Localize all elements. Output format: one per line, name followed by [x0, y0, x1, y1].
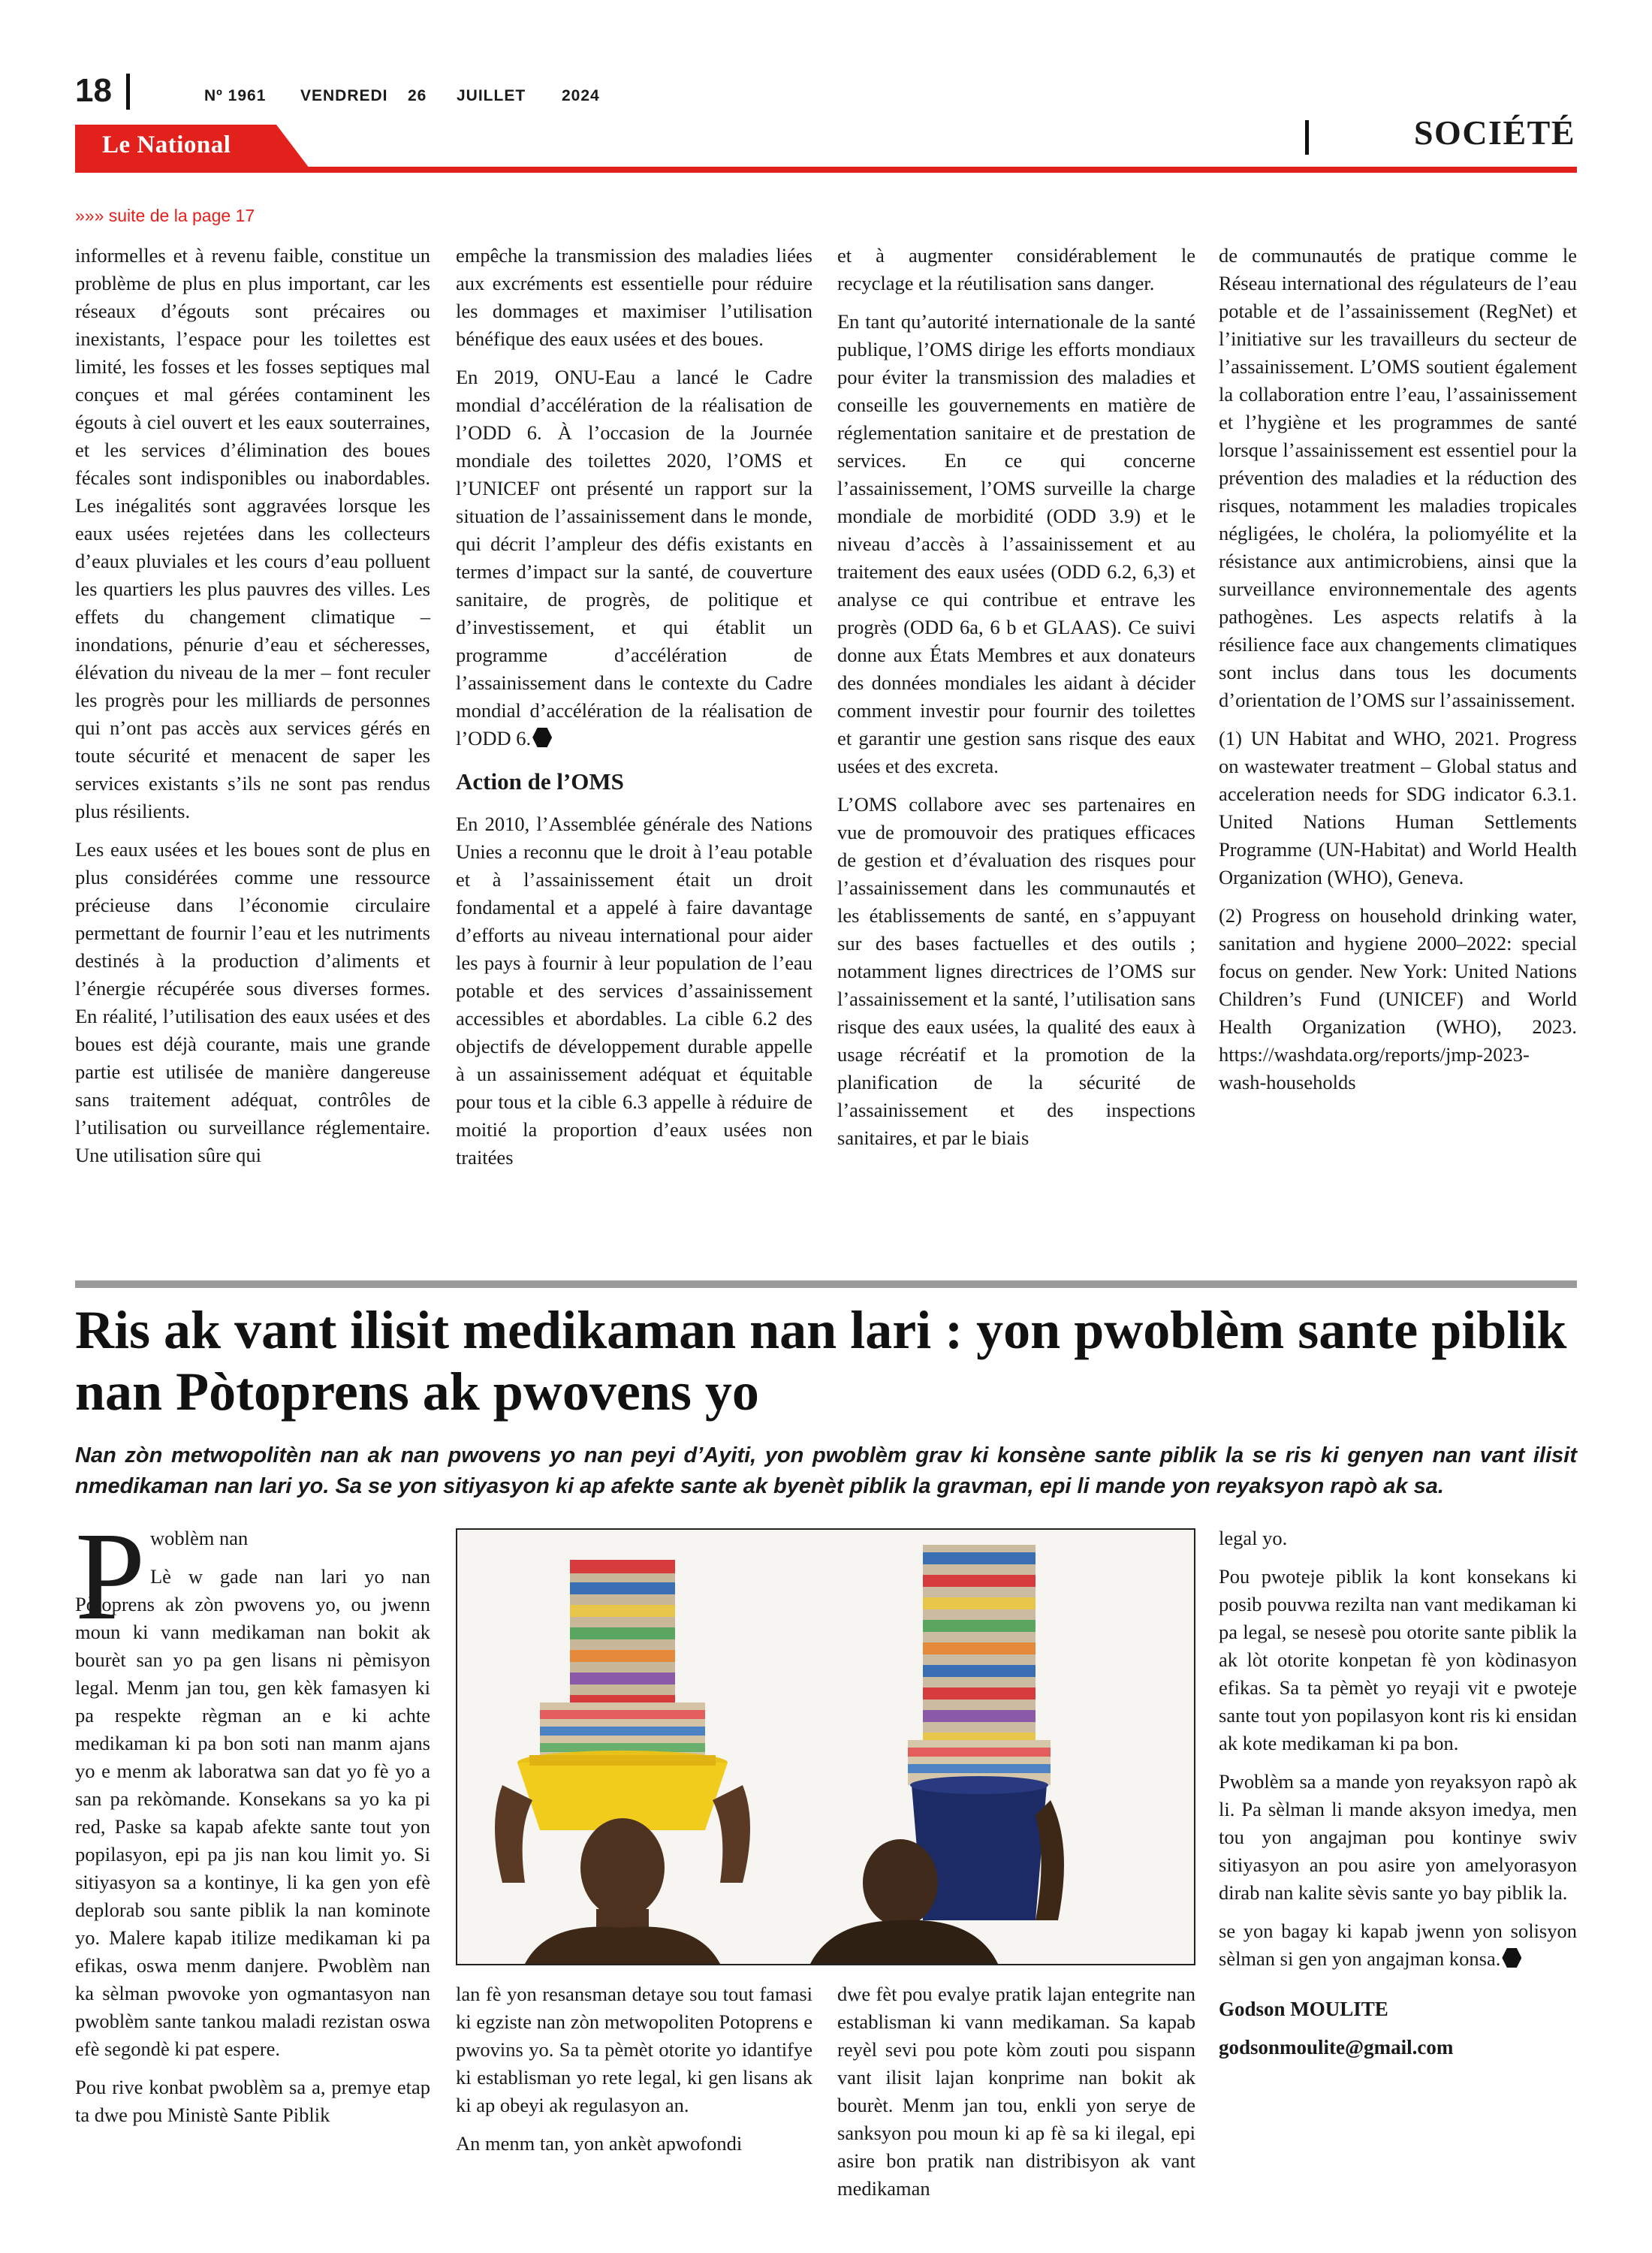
- article2-paragraph: Pwoblèm sa a mande yon reyaksyon rapò ak li. Pa sèlman li mande aksyon imedya, men tou yon angajman pou kontinye swiv sitiyasyon an pou asire yon amelyorasyon dirab nan kalite sèvis sante yo bay piblik la.: [1219, 1770, 1577, 1904]
- article1-text: En 2019, ONU-Eau a lancé le Cadre mondial d’accélération de la réalisation de l’ODD 6. À l’occasion de la Journée mondiale des toilettes 2020, l’OMS et l’UNICEF ont présenté un rapport sur la situation de l’assainissement dans le monde, qui décrit l’ampleur des défis existants en termes d’impact sur la santé, de couverture sanitaire, de progrès, de politique et d’investissement, et qui établit un programme d’accélération de l’assainissement dans le contexte du Cadre mondial d’accélération de la réalisation de l’ODD 6.: [456, 366, 812, 749]
- article2-paragraph: Pou rive konbat pwoblèm sa a, premye etap ta dwe pou Ministè Sante Piblik: [75, 2076, 430, 2126]
- article2-column-1: [75, 1507, 430, 2140]
- end-of-article-icon: [532, 728, 552, 747]
- article2-paragraph: An menm tan, yon ankèt apwofondi: [456, 2132, 743, 2155]
- article1-column-3: [837, 242, 1195, 1163]
- article2-paragraph: Lè w gade nan lari yo nan Pòtoprens ak zòn pwovens yo, ou jwenn moun ki vann medikaman nan bokit ak bourèt san yo pa gen lisans ni pèmisyon legal. Menm jan tou, gen kèk famasyen ki pa respekte règman an e ki achte medikaman ki pa bon soti nan manm ajans yo e menm ak laboratwa san dat yo fè yo a san pa rekòmande. Konsekans sa yo ka pi red, Paske sa kapab afekte sante tout yon popilasyon, epi pa jis nan kou limit yo. Si sitiyasyon sa a kontinye, li ka gen yon efè deplorab sou sante piblik la nan kominote yo. Malere kapab itilize medikaman ki pa efikas, oswa menm danjere. Pwoblèm nan ka sèlman pwovoke yon ogmantasyon nan pwoblèm sante tankou maladi rezistan oswa efè segondè ki pat espere.: [75, 1565, 430, 2060]
- article1-paragraph: et à augmenter considérablement le recyclage et la réutilisation sans danger.: [837, 244, 1195, 294]
- issue-weekday: VENDREDI: [300, 87, 388, 104]
- article1-paragraph: de communautés de pratique comme le Réseau international des régulateurs de l’eau potable et de l’assainissement (RegNet) et l’initiative sur les travailleurs du secteur de l’assainissement. L’OMS soutient également la collaboration entre l’eau, l’assainissement et l’hygiène et les programmes de santé lorsque l’assainissement est essentiel pour la prévention des maladies et la réduction des risques, notamment les maladies tropicales négligées, le choléra, la poliomyélite et la résistance aux antimicrobiens, ainsi que la surveillance environnementale des agents pathogènes. Les aspects relatifs à la résilience face aux changements climatiques sont inclus dans tous les documents d’orientation de l’OMS sur l’assainissement.: [1219, 244, 1577, 711]
- article1-column-2: [456, 242, 812, 1182]
- article2-column-2: [456, 1980, 812, 2168]
- article1-paragraph: L’OMS collabore avec ses partenaires en vue de promouvoir des pratiques efficaces de gestion et d’évaluation des risques pour l’assainissement dans les communautés et les établissements de santé, en s’appuyant sur des bases factuelles et des outils ; notamment lignes directrices de l’OMS sur l’assainissement et la santé, l’utilisation sans risque des eaux usées, la qualité des eaux à usage récréatif et la promotion de la planification de la sécurité de l’assainissement et des inspections sanitaires, et par le biais: [837, 793, 1195, 1149]
- article-separator: [75, 1280, 1577, 1288]
- article1-footnote: (2) Progress on household drinking water, sanitation and hygiene 2000–2022: special focus on gender. New York: United Nations Children’s Fund (UNICEF) and World Health Organization (WHO), 2023. https://washdata.org/reports/jmp-2023-wash-households: [1219, 904, 1577, 1093]
- issue-year: 2024: [562, 87, 600, 104]
- article1-paragraph: Les eaux usées et les boues sont de plus en plus considérées comme une ressource précieuse dans l’économie circulaire permettant de fournir l’eau et les nutriments destinés à la production d’aliments et l’énergie récupérée sous diverses formes. En réalité, l’utilisation des eaux usées et des boues est déjà courante, mais une grande partie est utilisée de manière dangereuse sans traitement adéquat, contrôles de l’utilisation ou surveillance réglementaire. Une utilisation sûre qui: [75, 838, 430, 1166]
- issue-day: 26: [408, 87, 427, 104]
- page-number: 18: [75, 72, 112, 109]
- article2-lead: woblèm nan: [150, 1527, 249, 1549]
- article1-paragraph: informelles et à revenu faible, constitue un problème de plus en plus important, car les réseaux d’égouts sont précaires ou inexistants, l’espace pour les toilettes est limité, les fosses et les fosses septiques mal conçues et mal gérées contaminent les égouts à ciel ouvert et les eaux souterraines, et les services d’élimination des boues fécales sont indisponibles ou inabordables. Les inégalités sont aggravées lorsque les eaux usées rejetées dans les collecteurs d’eaux pluviales et les cours d’eau polluent les quartiers les plus pauvres des villes. Les effets du changement climatique – inondations, pénurie d’eau et sécheresses, élévation du niveau de la mer – font reculer les progrès pour les milliards de personnes qui n’ont pas accès aux services gérés en toute sécurité et menacent de saper les services existants s’ils ne sont pas rendus plus résilients.: [75, 244, 430, 822]
- article2-standfirst: Nan zòn metwopolitèn nan ak nan pwovens yo nan peyi d’Ayiti, yon pwoblèm grav ki konsène sante piblik la se ris ki genyen nan vant ilisit nmedikaman nan lari yo. Sa se yon sitiyasyon ki ap afekte sante ak byenèt piblik la gravman, epi li mande yon reyaksyon rapò ak sa.: [75, 1443, 1577, 1498]
- article1-paragraph: empêche la transmission des maladies liées aux excréments est essentielle pour réduire les dommages et maximiser l’utilisation bénéfique des eaux usées et des boues.: [456, 244, 812, 350]
- article2-paragraph: dwe fèt pou evalye pratik lajan entegrite nan establisman ki vann medikaman. Sa kapab reyèl sevi pou pote kòm zouti pou sispann vant ilisit lajan konprime nan bokit ak bourèt. Menm jan tou, enkli yon serye de sanksyon pou moun ki ap fè sa ki ilegal, epi asire bon pratik nan distribisyon ak vant medikaman: [837, 1983, 1195, 2200]
- issue-number: Nº 1961: [204, 87, 267, 104]
- article2-column-3: [837, 1980, 1195, 2213]
- masthead-logo: Le National: [102, 131, 231, 158]
- article2-paragraph: [1219, 1917, 1577, 1973]
- continued-from-link[interactable]: »»» suite de la page 17: [75, 206, 255, 225]
- street-vendors-photo: [456, 1528, 1195, 1965]
- drop-cap: P: [75, 1507, 146, 1646]
- article1-column-4: [1219, 242, 1577, 1107]
- issue-month: JUILLET: [457, 87, 526, 104]
- section-divider: [1305, 120, 1309, 155]
- masthead-tab: [75, 125, 309, 168]
- article1-paragraph: En 2010, l’Assemblée générale des Nations Unies a reconnu que le droit à l’eau potable et à l’assainissement était un droit fondamental et a appelé à faire davantage d’efforts au niveau international pour aider les pays à fournir à leur population de l’eau potable et des services d’assainissement accessibles et abordables. La cible 6.2 des objectifs de développement durable appelle à un assainissement adéquat et équitable pour tous et la cible 6.3 appelle à réduire de moitié la proportion d’eaux usées non traitées: [456, 813, 812, 1169]
- header-divider: [126, 74, 130, 110]
- article2-column-4: [1219, 1525, 1577, 2072]
- article2-paragraph: lan fè yon resansman detaye sou tout famasi ki egziste nan zòn metwopoliten Potoprens e pwovins yo. Sa ta pèmèt otorite yo idantifye ki establisman yo rete legal, ki gen lisans ak ki ap obeyi ak regulasyon an.: [456, 1983, 812, 2116]
- author-email-link[interactable]: godsonmoulite@gmail.com: [1219, 2036, 1454, 2058]
- article1-paragraph: [456, 363, 812, 753]
- author-byline: Godson MOULITE: [1219, 1998, 1388, 2020]
- article2-headline: Ris ak vant ilisit medikaman nan lari : yon pwoblèm sante piblik nan Pòtoprens ak pwovens yo: [75, 1300, 1567, 1422]
- article1-paragraph: En tant qu’autorité internationale de la santé publique, l’OMS dirige les efforts mondiaux pour éviter la transmission des maladies et conseille les gouvernements en matière de réglementation sanitaire et de prestation de services. En ce qui concerne l’assainissement, l’OMS surveille la charge mondiale de morbidité (ODD 3.9) et le niveau d’accès à l’assainissement et au traitement des eaux usées (ODD 6.2, 6,3) et analyse ce qui contribue et entrave les progrès (ODD 6a, 6 b et GLAAS). Ce suivi donne aux États Membres et aux donateurs des données mondiales les aidant à décider comment investir pour fournir des toilettes et garantir une gestion sans risque des eaux usées et des excreta.: [837, 310, 1195, 777]
- header-rule: [75, 167, 1577, 173]
- article2-paragraph: legal yo.: [1219, 1527, 1288, 1549]
- article2-text: se yon bagay ki kapab jwenn yon solisyon sèlman si gen yon angajman konsa.: [1219, 1920, 1577, 1970]
- article1-footnote: (1) UN Habitat and WHO, 2021. Progress on wastewater treatment – Global status and acceleration needs for SDG indicator 6.3.1. United Nations Human Settlements Programme (UN-Habitat) and World Health Organization (WHO), Geneva.: [1219, 727, 1577, 888]
- medicine-vendors-illustration: [457, 1530, 1194, 1964]
- article1-subheading: Action de l’OMS: [456, 768, 624, 795]
- article1-column-1: [75, 242, 430, 1180]
- article2-paragraph: Pou pwoteje piblik la kont konsekans ki posib pouvwa rezilta nan vant medikaman ki pa legal, se nesesè pou otorite sante piblik la ak lòt otorite konpetan fè yon kòdinasyon efikas. Sa ta pèmèt yo reyaji vit e pwoteje sante tout yon popilasyon kont ris ki ensidan ak kote medikaman ki pa bon.: [1219, 1565, 1577, 1754]
- end-of-article-icon: [1502, 1948, 1521, 1968]
- section-title: SOCIÉTÉ: [1413, 113, 1575, 152]
